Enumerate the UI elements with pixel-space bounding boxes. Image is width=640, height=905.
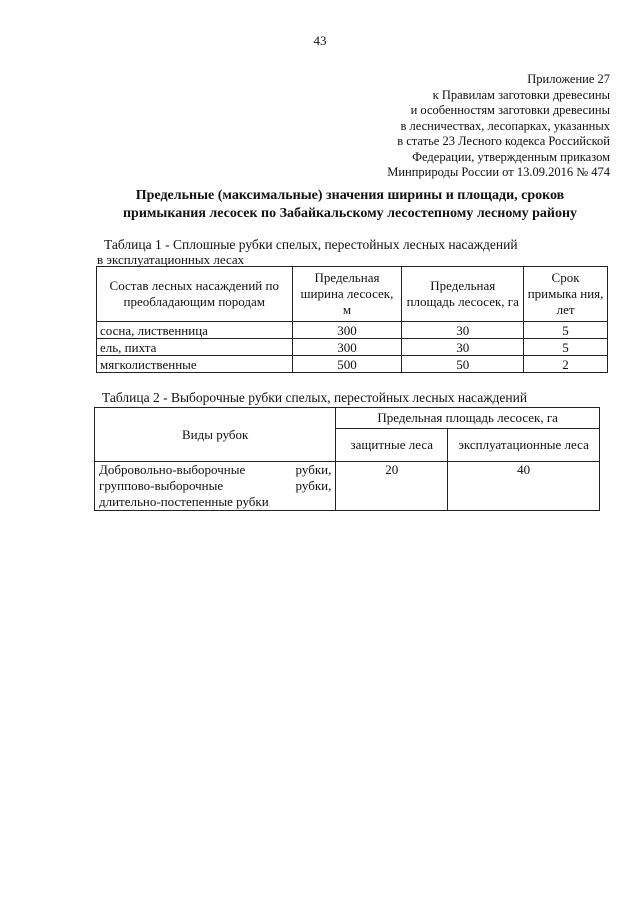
cell-term: 5 — [524, 339, 608, 356]
header-width: Предельная ширина лесосек, м — [292, 267, 402, 322]
table-row — [97, 356, 608, 373]
header-exploitation: эксплуатационные леса — [448, 429, 600, 462]
cell-kinds — [95, 462, 336, 511]
cell-width: 300 — [292, 322, 402, 339]
kinds-line: длительно-постепенные рубки — [99, 494, 269, 509]
header-kinds: Виды рубок — [95, 408, 336, 462]
document-title-line: Предельные (максимальные) значения ширины и площади, сроков — [135, 188, 565, 203]
table-row — [95, 462, 600, 511]
appendix-line: к Правилам заготовки древесины — [432, 87, 610, 102]
cell-protective: 20 — [336, 462, 448, 511]
table1-caption-continued: в эксплуатационных лесах — [97, 252, 245, 267]
cell-species: мягколиственные — [97, 356, 293, 373]
appendix-line: Минприроды России от 13.09.2016 № 474 — [387, 165, 610, 179]
cell-term: 5 — [524, 322, 608, 339]
table-header-row — [97, 267, 608, 322]
table-row — [97, 322, 608, 339]
table-row — [97, 339, 608, 356]
selective-cutting-table — [94, 407, 600, 511]
cell-width: 300 — [292, 339, 402, 356]
header-area: Предельная площадь лесосек, га — [402, 267, 524, 322]
kinds-line: группово-выборочные рубки, — [99, 478, 332, 493]
document-title-line: примыкания лесосек по Забайкальскому лесостепному лесному району — [122, 206, 578, 221]
cell-area: 30 — [402, 322, 524, 339]
header-protective: защитные леса — [336, 429, 448, 462]
cell-term: 2 — [524, 356, 608, 373]
header-area: Предельная площадь лесосек, га — [336, 408, 600, 429]
appendix-line: Федерации, утвержденным приказом — [412, 149, 610, 164]
clear-cutting-table — [96, 266, 608, 373]
cell-exploitation: 40 — [448, 462, 600, 511]
appendix-reference — [310, 72, 610, 181]
appendix-line: в лесничествах, лесопарках, указанных — [400, 118, 610, 133]
cell-area: 50 — [402, 356, 524, 373]
appendix-line: и особенностям заготовки древесины — [410, 103, 610, 117]
appendix-line: в статье 23 Лесного кодекса Российской — [397, 134, 610, 148]
appendix-line: Приложение 27 — [527, 72, 610, 86]
cell-width: 500 — [292, 356, 402, 373]
cell-species: сосна, лиственница — [97, 322, 293, 339]
header-species: Состав лесных насаждений по преобладающим породам — [97, 267, 293, 322]
table2-caption: Таблица 2 - Выборочные рубки спелых, перестойных лесных насаждений — [102, 390, 528, 405]
header-term: Срок примыка ния, лет — [524, 267, 608, 322]
cell-area: 30 — [402, 339, 524, 356]
page-number: 43 — [313, 33, 327, 48]
table1-caption: Таблица 1 - Сплошные рубки спелых, перестойных лесных насаждений — [104, 237, 518, 252]
document-title — [70, 187, 630, 223]
kinds-line: Добровольно-выборочные рубки, — [99, 462, 332, 477]
cell-species: ель, пихта — [97, 339, 293, 356]
table-header-row — [95, 408, 600, 429]
